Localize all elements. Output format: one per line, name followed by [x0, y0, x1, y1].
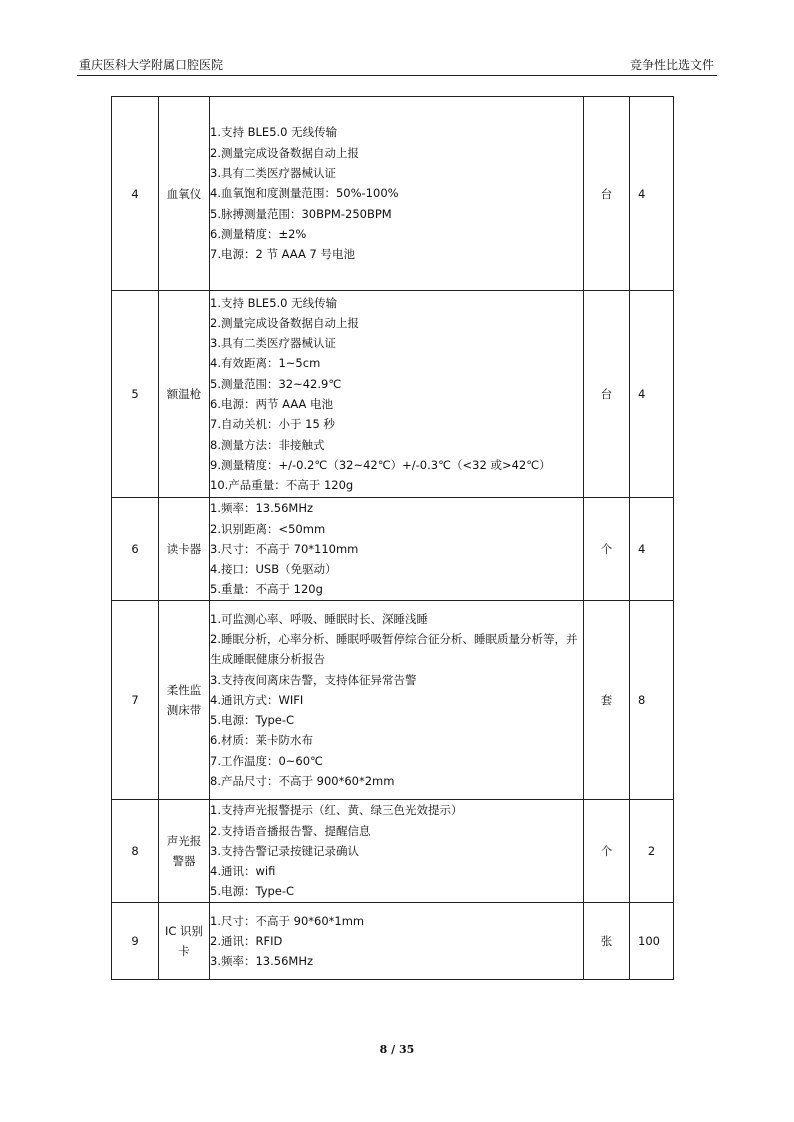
row-number: 8	[112, 800, 159, 903]
spec-line: 5.重量：不高于 120g	[210, 582, 323, 597]
spec-line: 1.支持 BLE5.0 无线传输	[210, 295, 338, 310]
spec-line: 3.支持告警记录按键记录确认	[210, 843, 359, 858]
item-quantity: 4	[630, 498, 674, 601]
table-row	[112, 601, 674, 800]
item-name: 读卡器	[159, 498, 210, 601]
table-row	[112, 291, 674, 498]
item-name	[159, 601, 210, 800]
item-name-line-1: 声光报	[166, 834, 202, 848]
header-document-title: 竞争性比选文件	[629, 58, 714, 72]
row-number: 6	[112, 498, 159, 601]
spec-line: 4.接口：USB（免驱动）	[210, 562, 337, 577]
spec-line: 2.通讯：RFID	[210, 933, 283, 948]
item-specs	[210, 97, 584, 291]
item-quantity: 2	[630, 800, 674, 903]
spec-line: 1.支持 BLE5.0 无线传输	[210, 125, 338, 140]
spec-line: 3.支持夜间离床告警，支持体征异常告警	[210, 672, 417, 687]
spec-line: 4.通讯方式：WIFI	[210, 692, 304, 707]
item-unit: 台	[584, 291, 630, 498]
spec-line: 7.电源：2 节 AAA 7 号电池	[210, 247, 355, 262]
spec-line: 2.测量完成设备数据自动上报	[210, 315, 359, 330]
spec-line: 2.支持语音播报告警、提醒信息	[210, 823, 371, 838]
item-unit: 个	[584, 800, 630, 903]
spec-line: 7.工作温度：0~60℃	[210, 753, 323, 768]
spec-line: 5.脉搏测量范围：30BPM-250BPM	[210, 206, 392, 221]
item-unit: 张	[584, 903, 630, 980]
spec-line: 1.尺寸：不高于 90*60*1mm	[210, 913, 365, 928]
spec-line: 5.电源：Type-C	[210, 884, 295, 899]
spec-line: 4.通讯：wifi	[210, 864, 276, 879]
spec-line: 3.具有二类医疗器械认证	[210, 336, 336, 351]
item-name-line-2: 卡	[178, 944, 190, 958]
item-unit: 台	[584, 97, 630, 291]
row-number: 7	[112, 601, 159, 800]
item-name-line-2: 警器	[172, 854, 196, 868]
spec-line: 2.测量完成设备数据自动上报	[210, 145, 359, 160]
item-specs	[210, 903, 584, 980]
item-name: 血氧仪	[159, 97, 210, 291]
spec-line: 3.具有二类医疗器械认证	[210, 166, 336, 181]
spec-line: 6.测量精度：±2%	[210, 226, 307, 241]
item-specs	[210, 800, 584, 903]
item-name	[159, 800, 210, 903]
item-quantity: 4	[630, 97, 674, 291]
row-number: 5	[112, 291, 159, 498]
spec-line: 8.产品尺寸：不高于 900*60*2mm	[210, 774, 395, 789]
spec-line: 3.尺寸：不高于 70*110mm	[210, 541, 359, 556]
page-number: 8 / 35	[379, 1043, 415, 1056]
item-name-line-1: IC 识别	[164, 924, 204, 938]
item-quantity: 4	[630, 291, 674, 498]
header-hospital-name: 重庆医科大学附属口腔医院	[79, 58, 224, 72]
item-name: 额温枪	[159, 291, 210, 498]
item-name-line-1: 柔性监	[166, 683, 202, 697]
spec-line: 4.血氧饱和度测量范围：50%-100%	[210, 186, 399, 201]
table-row	[112, 800, 674, 903]
table-row	[112, 498, 674, 601]
item-unit: 套	[584, 601, 630, 800]
item-quantity: 100	[630, 903, 674, 980]
table-row	[112, 903, 674, 980]
item-quantity: 8	[630, 601, 674, 800]
header-rule	[77, 75, 717, 76]
row-number: 4	[112, 97, 159, 291]
item-unit: 个	[584, 498, 630, 601]
item-specs	[210, 601, 584, 800]
spec-line: 3.频率：13.56MHz	[210, 954, 313, 969]
spec-line: 7.自动关机：小于 15 秒	[210, 417, 335, 432]
spec-line: 1.频率：13.56MHz	[210, 501, 313, 516]
spec-line: 1.可监测心率、呼吸、睡眠时长、深睡浅睡	[210, 611, 428, 626]
spec-line: 5.测量范围：32~42.9℃	[210, 376, 342, 391]
row-number: 9	[112, 903, 159, 980]
item-name	[159, 903, 210, 980]
spec-line: 9.测量精度：+/-0.2℃（32~42℃）+/-0.3℃（<32 或>42℃）	[210, 457, 551, 472]
spec-line: 2.识别距离：<50mm	[210, 521, 326, 536]
spec-table	[111, 96, 674, 980]
spec-line: 2.睡眠分析，心率分析、睡眠呼吸暂停综合征分析、睡眠质量分析等，并生成睡眠健康分析报告	[210, 631, 578, 667]
item-specs	[210, 291, 584, 498]
spec-line: 5.电源：Type-C	[210, 713, 295, 728]
item-specs	[210, 498, 584, 601]
spec-line: 8.测量方法：非接触式	[210, 437, 325, 452]
spec-line: 10.产品重量：不高于 120g	[210, 478, 354, 493]
spec-line: 1.支持声光报警提示（红、黄、绿三色光效提示）	[210, 803, 463, 818]
item-name-line-2: 测床带	[166, 703, 202, 717]
spec-line: 6.电源：两节 AAA 电池	[210, 397, 334, 411]
table-row	[112, 97, 674, 291]
spec-line: 6.材质：莱卡防水布	[210, 733, 313, 748]
spec-line: 4.有效距离：1~5cm	[210, 356, 321, 371]
